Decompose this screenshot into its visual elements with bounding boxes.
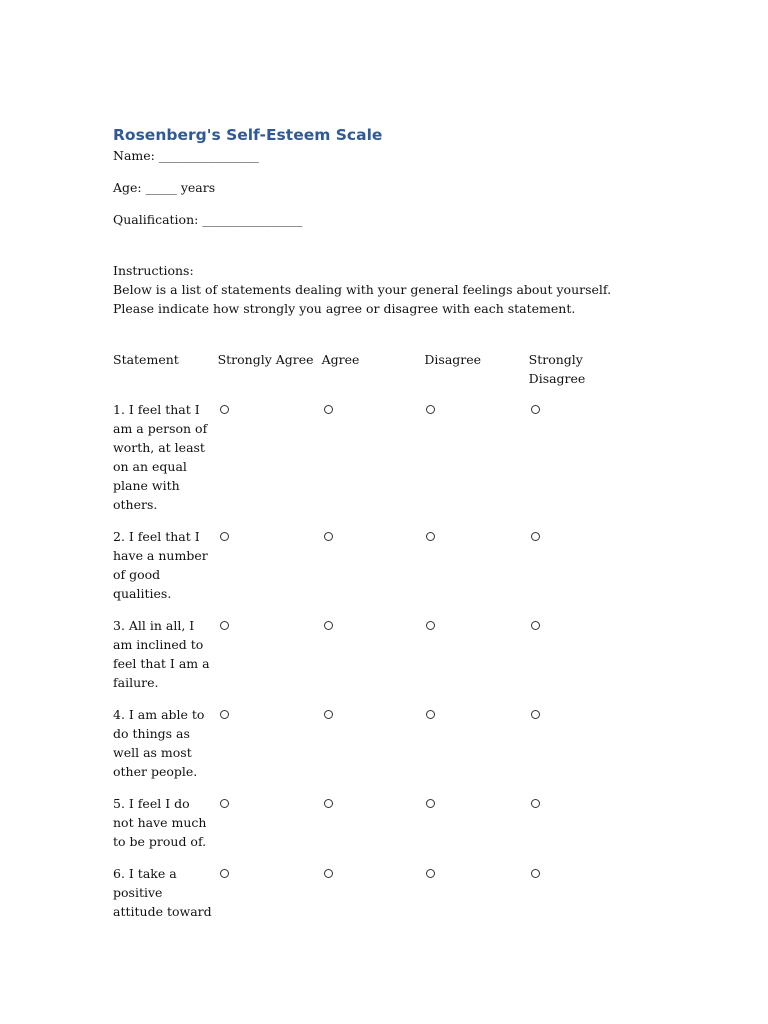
option-cell [322, 794, 425, 864]
option-cell [424, 527, 528, 616]
option-cell [218, 705, 322, 794]
statement-text: 6. I take a positive attitude toward [113, 866, 212, 919]
radio-strongly-disagree[interactable] [531, 869, 540, 878]
option-cell [424, 616, 528, 705]
radio-strongly-disagree[interactable] [531, 532, 540, 541]
option-cell [218, 864, 322, 934]
option-cell [322, 864, 425, 934]
radio-strongly-disagree[interactable] [531, 799, 540, 808]
option-cell [322, 616, 425, 705]
radio-strongly-disagree[interactable] [531, 405, 540, 414]
header-disagree: Disagree [424, 352, 482, 367]
radio-strongly-disagree[interactable] [531, 710, 540, 719]
header-strongly-agree: Strongly Agree [217, 352, 314, 367]
option-cell [529, 616, 633, 705]
radio-agree[interactable] [324, 869, 333, 878]
option-cell [529, 794, 633, 864]
radio-agree[interactable] [324, 621, 333, 630]
statement-text: 5. I feel I do not have much to be proud of. [113, 796, 207, 849]
radio-strongly-disagree[interactable] [531, 621, 540, 630]
statement-text: 1. I feel that I am a person of worth, at least on an equal plane with others. [113, 402, 208, 512]
radio-disagree[interactable] [426, 532, 435, 541]
radio-strongly-agree[interactable] [220, 799, 229, 808]
option-cell [322, 527, 425, 616]
instructions-heading: Instructions: [113, 263, 194, 278]
table-row [113, 794, 633, 864]
document-page [113, 124, 633, 934]
radio-agree[interactable] [324, 405, 333, 414]
radio-disagree[interactable] [426, 799, 435, 808]
header-agree: Agree [321, 352, 360, 367]
radio-disagree[interactable] [426, 869, 435, 878]
option-cell [424, 794, 528, 864]
statement-text: 2. I feel that I have a number of good qualities. [113, 529, 208, 601]
radio-agree[interactable] [324, 799, 333, 808]
radio-agree[interactable] [324, 532, 333, 541]
radio-disagree[interactable] [426, 405, 435, 414]
table-row [113, 400, 633, 527]
radio-strongly-agree[interactable] [220, 869, 229, 878]
table-row [113, 616, 633, 705]
rating-table [113, 350, 633, 934]
option-cell [529, 864, 633, 934]
radio-strongly-agree[interactable] [220, 621, 229, 630]
radio-strongly-agree[interactable] [220, 405, 229, 414]
option-cell [322, 705, 425, 794]
option-cell [218, 794, 322, 864]
table-header-row [113, 350, 633, 400]
table-row [113, 705, 633, 794]
header-statement: Statement [113, 352, 179, 367]
age-field[interactable]: Age: _____ years [113, 180, 216, 195]
option-cell [424, 864, 528, 934]
option-cell [424, 400, 528, 527]
radio-agree[interactable] [324, 710, 333, 719]
statement-text: 4. I am able to do things as well as most other people. [113, 707, 205, 779]
radio-disagree[interactable] [426, 621, 435, 630]
option-cell [424, 705, 528, 794]
radio-strongly-agree[interactable] [220, 532, 229, 541]
option-cell [322, 400, 425, 527]
option-cell [218, 400, 322, 527]
option-cell [529, 705, 633, 794]
option-cell [529, 400, 633, 527]
table-row [113, 527, 633, 616]
radio-disagree[interactable] [426, 710, 435, 719]
document-title: Rosenberg's Self-Esteem Scale [113, 126, 383, 144]
instructions-text: Below is a list of statements dealing with your general feelings about yourself. Please indicate how strongly you agree or disagree with each statement. [113, 282, 612, 316]
option-cell [529, 527, 633, 616]
statement-text: 3. All in all, I am inclined to feel that I am a failure. [113, 618, 210, 690]
option-cell [218, 527, 322, 616]
table-row [113, 864, 633, 934]
name-field[interactable]: Name: ________________ [113, 148, 259, 163]
qualification-field[interactable]: Qualification: ________________ [113, 212, 303, 227]
header-strongly-disagree: Strongly Disagree [528, 352, 586, 386]
option-cell [218, 616, 322, 705]
radio-strongly-agree[interactable] [220, 710, 229, 719]
